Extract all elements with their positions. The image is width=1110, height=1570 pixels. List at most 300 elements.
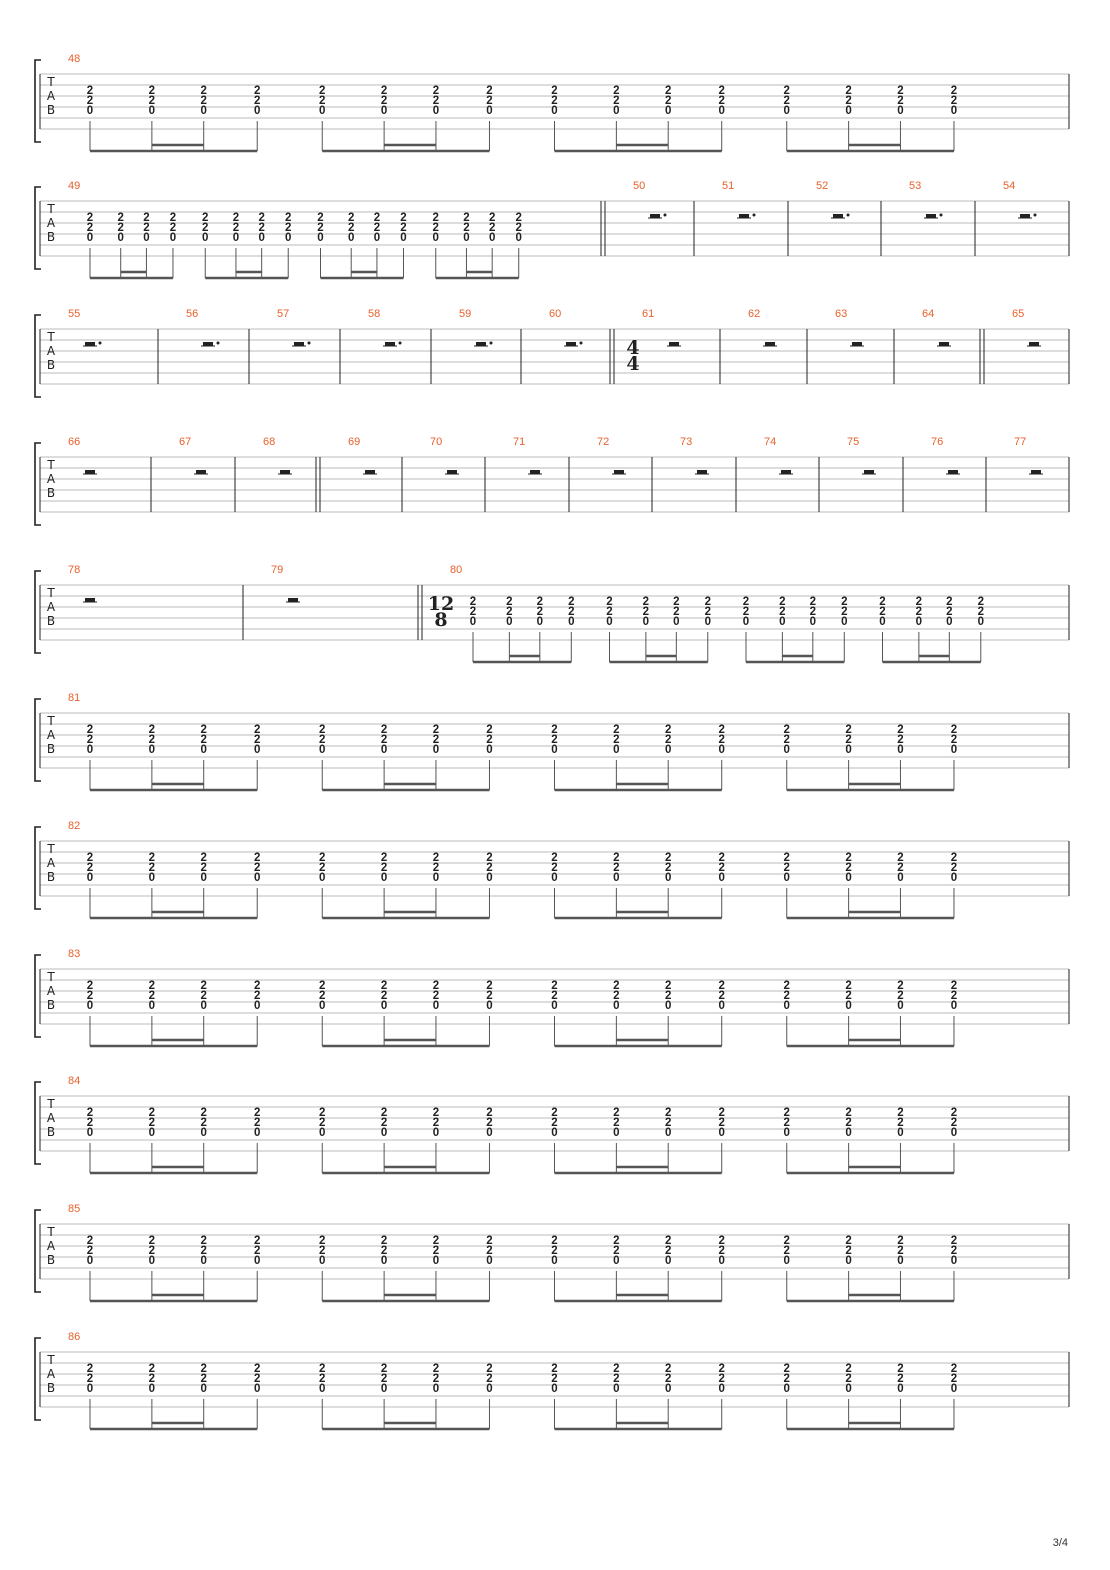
fret-number: 2 (486, 990, 493, 1002)
fret-number: 0 (950, 1383, 958, 1395)
tab-clef-letter: B (46, 1253, 56, 1267)
fret-number: 2 (506, 596, 513, 608)
rest (946, 470, 960, 474)
tab-clef-letter: T (47, 970, 55, 984)
fret-number: 0 (897, 1127, 904, 1139)
fret-number: 2 (319, 980, 326, 992)
fret-number: 2 (319, 1107, 326, 1119)
fret-number: 2 (897, 852, 904, 864)
fret-number: 0 (254, 1383, 261, 1395)
page-number: 3/4 (1052, 1537, 1068, 1549)
fret-number: 2 (718, 1245, 725, 1257)
fret-number: 2 (897, 1245, 904, 1257)
fret-number: 0 (432, 872, 440, 884)
fret-number: 0 (606, 616, 613, 628)
fret-number: 2 (200, 95, 207, 107)
fret-number: 2 (432, 1373, 440, 1385)
fret-number: 0 (897, 105, 904, 117)
fret-number: 2 (486, 862, 493, 874)
fret-number: 2 (783, 1363, 790, 1375)
rest (292, 342, 311, 347)
fret-number: 2 (742, 596, 750, 608)
measure-number: 76 (931, 436, 944, 448)
fret-number: 0 (200, 1255, 207, 1267)
fret-number: 2 (380, 85, 388, 97)
rest-dot (308, 342, 311, 345)
staff-system (35, 1203, 1069, 1301)
fret-number: 0 (551, 1255, 558, 1267)
fret-number: 2 (148, 1117, 156, 1129)
fret-number: 2 (845, 1245, 852, 1257)
tab-clef-letter: A (46, 89, 56, 103)
fret-number: 2 (718, 852, 725, 864)
tab-clef-letter: A (46, 1239, 56, 1253)
rest-block (85, 598, 95, 602)
fret-number: 0 (665, 872, 672, 884)
fret-number: 2 (232, 222, 240, 234)
fret-number: 2 (665, 1363, 672, 1375)
fret-number: 2 (432, 990, 440, 1002)
fret-number: 0 (200, 872, 207, 884)
rest (648, 214, 667, 219)
fret-number: 2 (432, 862, 440, 874)
fret-number: 0 (432, 1127, 440, 1139)
fret-number: 0 (704, 616, 711, 628)
rest-block (203, 342, 213, 346)
tab-clef-letter: T (47, 330, 55, 344)
fret-number: 2 (845, 95, 852, 107)
fret-number: 0 (380, 1127, 388, 1139)
fret-number: 2 (718, 95, 725, 107)
rest-block (614, 470, 624, 474)
measure-number: 57 (277, 308, 290, 320)
fret-number: 2 (486, 1245, 493, 1257)
tab-clef-letter: B (46, 358, 56, 372)
fret-number: 2 (506, 606, 513, 618)
fret-number: 2 (254, 990, 261, 1002)
fret-number: 2 (718, 1373, 725, 1385)
fret-number: 2 (486, 1373, 493, 1385)
tab-clef-letter: T (47, 714, 55, 728)
time-signature-bottom: 8 (434, 609, 448, 631)
rest (763, 342, 777, 346)
rest (831, 214, 850, 219)
fret-number: 2 (551, 1373, 558, 1385)
rest (286, 598, 300, 602)
fret-number: 2 (665, 990, 672, 1002)
fret-number: 0 (950, 744, 958, 756)
fret-number: 2 (319, 990, 326, 1002)
fret-number: 2 (200, 1235, 207, 1247)
rest-dot (580, 342, 583, 345)
fret-number: 2 (950, 980, 958, 992)
fret-number: 2 (665, 1373, 672, 1385)
rest-block (852, 342, 862, 346)
tab-clef-letter: B (46, 870, 56, 884)
fret-number: 2 (606, 596, 613, 608)
rest (83, 342, 102, 347)
tab-clef-letter: A (46, 216, 56, 230)
measure-number: 52 (816, 180, 829, 192)
measure-number: 84 (68, 1075, 81, 1087)
fret-number: 0 (432, 744, 440, 756)
fret-number: 2 (551, 1363, 558, 1375)
fret-number: 2 (613, 1117, 620, 1129)
fret-number: 0 (845, 1000, 852, 1012)
fret-number: 0 (665, 1255, 672, 1267)
measure-number: 56 (186, 308, 199, 320)
tab-clef-letter: T (47, 458, 55, 472)
fret-number: 0 (551, 1000, 558, 1012)
fret-number: 2 (845, 980, 852, 992)
fret-number: 2 (897, 85, 904, 97)
fret-number: 0 (380, 744, 388, 756)
fret-number: 2 (977, 596, 984, 608)
fret-number: 2 (718, 1117, 725, 1129)
fret-number: 2 (200, 724, 207, 736)
fret-number: 2 (148, 85, 156, 97)
rest-block (85, 470, 95, 474)
fret-number: 0 (642, 616, 650, 628)
fret-number: 0 (977, 616, 984, 628)
fret-number: 0 (463, 232, 470, 244)
fret-number: 2 (515, 222, 522, 234)
fret-number: 2 (665, 1107, 672, 1119)
fret-number: 2 (897, 95, 904, 107)
fret-number: 2 (486, 852, 493, 864)
fret-number: 2 (950, 1107, 958, 1119)
fret-number: 2 (254, 95, 261, 107)
fret-number: 2 (551, 1245, 558, 1257)
tab-clef-letter: B (46, 998, 56, 1012)
fret-number: 2 (143, 222, 150, 234)
fret-number: 2 (258, 212, 265, 224)
fret-number: 2 (254, 734, 261, 746)
fret-number: 2 (613, 990, 620, 1002)
fret-number: 2 (551, 1117, 558, 1129)
fret-number: 2 (86, 734, 94, 746)
fret-number: 2 (950, 852, 958, 864)
rest-dot (99, 342, 102, 345)
fret-number: 2 (536, 596, 544, 608)
fret-number: 0 (319, 744, 326, 756)
measure-number: 77 (1014, 436, 1027, 448)
rest-dot (490, 342, 493, 345)
fret-number: 2 (380, 734, 388, 746)
fret-number: 2 (845, 990, 852, 1002)
fret-number: 2 (718, 85, 725, 97)
fret-number: 2 (673, 596, 680, 608)
fret-number: 2 (432, 222, 439, 234)
fret-number: 2 (200, 990, 207, 1002)
fret-number: 2 (718, 734, 725, 746)
time-signature-top: 12 (427, 593, 455, 615)
fret-number: 0 (117, 232, 124, 244)
rest (278, 470, 292, 474)
fret-number: 2 (551, 95, 558, 107)
measure-number: 81 (68, 692, 81, 704)
fret-number: 0 (613, 744, 620, 756)
rest (937, 342, 951, 346)
fret-number: 2 (950, 95, 958, 107)
fret-number: 0 (169, 232, 177, 244)
fret-number: 0 (613, 1383, 620, 1395)
tab-clef-letter: A (46, 472, 56, 486)
fret-number: 0 (200, 105, 207, 117)
fret-number: 2 (380, 862, 388, 874)
fret-number: 2 (432, 1107, 440, 1119)
fret-number: 0 (551, 872, 558, 884)
fret-number: 2 (977, 606, 984, 618)
fret-number: 2 (148, 862, 156, 874)
fret-number: 2 (432, 85, 440, 97)
fret-number: 0 (380, 872, 388, 884)
rest (474, 342, 493, 347)
measure-number: 63 (835, 308, 848, 320)
fret-number: 2 (86, 1373, 94, 1385)
fret-number: 0 (897, 1255, 904, 1267)
rest-block (739, 214, 749, 218)
fret-number: 2 (551, 85, 558, 97)
fret-number: 0 (718, 1383, 725, 1395)
tab-clef-letter: A (46, 856, 56, 870)
tab-clef-letter: A (46, 984, 56, 998)
fret-number: 2 (319, 1117, 326, 1129)
fret-number: 2 (950, 1235, 958, 1247)
fret-number: 0 (718, 872, 725, 884)
tab-clef-letter: A (46, 344, 56, 358)
fret-number: 2 (319, 734, 326, 746)
fret-number: 2 (718, 724, 725, 736)
fret-number: 0 (380, 105, 388, 117)
fret-number: 2 (950, 1117, 958, 1129)
fret-number: 2 (432, 212, 439, 224)
fret-number: 0 (515, 232, 522, 244)
fret-number: 2 (254, 1107, 261, 1119)
fret-number: 2 (202, 212, 209, 224)
measure (68, 948, 957, 1046)
tab-clef-letter: B (46, 1125, 56, 1139)
staff-system (35, 948, 1069, 1046)
measure-number: 68 (263, 436, 276, 448)
fret-number: 2 (432, 95, 440, 107)
rest (83, 470, 97, 474)
fret-number: 2 (254, 862, 261, 874)
fret-number: 2 (319, 1235, 326, 1247)
fret-number: 2 (718, 980, 725, 992)
rest-block (948, 470, 958, 474)
fret-number: 2 (897, 862, 904, 874)
fret-number: 2 (718, 1235, 725, 1247)
fret-number: 2 (258, 222, 265, 234)
fret-number: 2 (718, 1107, 725, 1119)
fret-number: 2 (486, 734, 493, 746)
fret-number: 2 (380, 1373, 388, 1385)
fret-number: 2 (117, 212, 124, 224)
rest-block (926, 214, 936, 218)
fret-number: 2 (232, 212, 240, 224)
fret-number: 2 (950, 85, 958, 97)
measure-number: 66 (68, 436, 81, 448)
fret-number: 0 (673, 616, 680, 628)
fret-number: 2 (373, 222, 381, 234)
fret-number: 0 (347, 232, 355, 244)
rest-block (385, 342, 395, 346)
fret-number: 0 (613, 872, 620, 884)
fret-number: 2 (845, 724, 852, 736)
measure (68, 53, 957, 151)
fret-number: 2 (148, 980, 156, 992)
fret-number: 2 (86, 980, 94, 992)
fret-number: 0 (718, 1127, 725, 1139)
fret-number: 2 (432, 1235, 440, 1247)
fret-number: 0 (783, 1127, 790, 1139)
fret-number: 2 (380, 1235, 388, 1247)
fret-number: 0 (432, 1383, 440, 1395)
rest (383, 342, 402, 347)
fret-number: 2 (613, 1235, 620, 1247)
fret-number: 2 (946, 596, 953, 608)
measure-number: 48 (68, 53, 81, 65)
staff-system (35, 692, 1069, 790)
rest (564, 342, 583, 347)
fret-number: 2 (148, 990, 156, 1002)
fret-number: 2 (783, 1107, 790, 1119)
fret-number: 2 (551, 1107, 558, 1119)
measure-number: 59 (459, 308, 472, 320)
fret-number: 0 (915, 616, 923, 628)
fret-number: 0 (551, 1383, 558, 1395)
fret-number: 2 (486, 1107, 493, 1119)
rest-block (288, 598, 298, 602)
rest-block (781, 470, 791, 474)
fret-number: 2 (897, 1373, 904, 1385)
fret-number: 2 (845, 1117, 852, 1129)
fret-number: 0 (486, 744, 493, 756)
fret-number: 0 (665, 1383, 672, 1395)
measure-number: 71 (513, 436, 526, 448)
measure-number: 83 (68, 948, 81, 960)
fret-number: 0 (718, 1000, 725, 1012)
fret-number: 2 (915, 606, 923, 618)
measure-number: 53 (909, 180, 922, 192)
fret-number: 0 (373, 232, 381, 244)
fret-number: 2 (380, 724, 388, 736)
fret-number: 2 (486, 1363, 493, 1375)
fret-number: 2 (380, 1363, 388, 1375)
fret-number: 2 (665, 980, 672, 992)
tab-clef-letter: T (47, 75, 55, 89)
rest-block (650, 214, 660, 218)
fret-number: 0 (148, 1127, 156, 1139)
rest (667, 342, 681, 346)
fret-number: 2 (148, 852, 156, 864)
fret-number: 0 (148, 1000, 156, 1012)
fret-number: 2 (704, 606, 711, 618)
fret-number: 0 (148, 872, 156, 884)
fret-number: 0 (665, 1127, 672, 1139)
fret-number: 0 (665, 105, 672, 117)
fret-number: 2 (317, 212, 324, 224)
rest-block (365, 470, 375, 474)
staff-system (35, 180, 1069, 278)
fret-number: 0 (718, 105, 725, 117)
staff-system (35, 564, 1069, 662)
fret-number: 2 (254, 1373, 261, 1385)
measure (68, 692, 957, 790)
measure-number: 85 (68, 1203, 81, 1215)
fret-number: 2 (718, 990, 725, 1002)
fret-number: 2 (254, 852, 261, 864)
measure (68, 1331, 957, 1429)
measure-number: 58 (368, 308, 381, 320)
fret-number: 0 (86, 1127, 94, 1139)
rest (1027, 342, 1041, 346)
staff-system (35, 1331, 1069, 1429)
fret-number: 0 (950, 105, 958, 117)
fret-number: 2 (845, 1373, 852, 1385)
tab-clef-letter: B (46, 103, 56, 117)
fret-number: 2 (86, 212, 94, 224)
fret-number: 2 (783, 1117, 790, 1129)
fret-number: 2 (665, 1117, 672, 1129)
fret-number: 2 (568, 606, 575, 618)
fret-number: 2 (665, 862, 672, 874)
rest-dot (940, 214, 943, 217)
fret-number: 2 (86, 95, 94, 107)
fret-number: 2 (783, 724, 790, 736)
fret-number: 0 (148, 744, 156, 756)
fret-number: 2 (897, 1107, 904, 1119)
fret-number: 2 (845, 85, 852, 97)
rest-block (1020, 214, 1030, 218)
rest-block (697, 470, 707, 474)
fret-number: 0 (845, 105, 852, 117)
fret-number: 2 (665, 85, 672, 97)
fret-number: 2 (432, 852, 440, 864)
fret-number: 2 (665, 95, 672, 107)
fret-number: 2 (613, 85, 620, 97)
staff-system (35, 820, 1069, 918)
fret-number: 2 (486, 980, 493, 992)
rest-block (476, 342, 486, 346)
fret-number: 0 (254, 1255, 261, 1267)
fret-number: 2 (380, 1245, 388, 1257)
fret-number: 2 (897, 724, 904, 736)
rest-block (864, 470, 874, 474)
fret-number: 2 (148, 1245, 156, 1257)
fret-number: 2 (86, 852, 94, 864)
time-signature-bottom: 4 (626, 353, 640, 375)
fret-number: 0 (613, 1255, 620, 1267)
fret-number: 2 (783, 85, 790, 97)
fret-number: 0 (946, 616, 953, 628)
tab-clef-letter: B (46, 230, 56, 244)
fret-number: 2 (897, 734, 904, 746)
fret-number: 0 (148, 1383, 156, 1395)
fret-number: 2 (400, 222, 407, 234)
fret-number: 0 (486, 105, 493, 117)
fret-number: 0 (665, 744, 672, 756)
rest-dot (753, 214, 756, 217)
measure-number: 54 (1003, 180, 1016, 192)
measure-number: 70 (430, 436, 443, 448)
fret-number: 0 (783, 1000, 790, 1012)
fret-number: 2 (613, 852, 620, 864)
fret-number: 2 (400, 212, 407, 224)
fret-number: 2 (117, 222, 124, 234)
measure (428, 564, 984, 662)
